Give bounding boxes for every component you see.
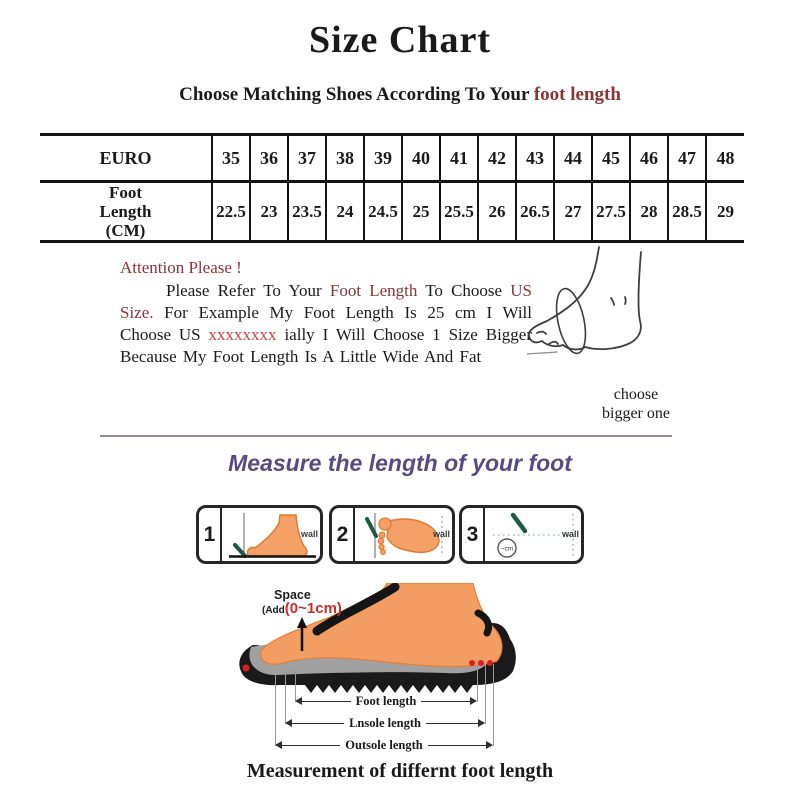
choose-bigger-caption: choose bigger one — [602, 386, 670, 422]
step-1-illustration — [222, 508, 320, 561]
euro-size: 45 — [592, 135, 630, 182]
row-header-euro: EURO — [40, 135, 212, 182]
subtitle — [0, 84, 800, 106]
foot-length-cm: 26 — [478, 182, 516, 242]
attention-paragraph: Please Refer To Your Foot Length To Choose US Size. For Example My Foot Length Is 25 cm I Will Choose US xxxxxxxx ially I Will Choose 1 Size Bigger Because My Foot Length Is A Little Wide And Fat — [120, 281, 533, 366]
guide-line — [493, 664, 494, 746]
guide-line — [477, 664, 478, 702]
measure-step-panel-2 — [329, 505, 455, 564]
foot-length-cm: 22.5 — [212, 182, 250, 242]
foot-girth-sketch-icon — [527, 241, 733, 367]
space-add-label — [262, 601, 342, 618]
row-header-foot-length: Foot Length (CM) — [99, 183, 152, 241]
euro-size: 43 — [516, 135, 554, 182]
footer-caption: Measurement of differnt foot length — [246, 760, 554, 782]
step-3-illustration — [485, 508, 581, 561]
dimension-label: Outsole length — [345, 737, 423, 752]
foot-length-cm: 26.5 — [516, 182, 554, 242]
euro-size: 36 — [250, 135, 288, 182]
step-number: 3 — [462, 508, 485, 561]
step-number: 1 — [199, 508, 222, 561]
foot-length-cm: 25.5 — [440, 182, 478, 242]
dimension-outsole-length — [275, 738, 493, 752]
euro-size: 42 — [478, 135, 516, 182]
euro-size: 41 — [440, 135, 478, 182]
euro-size: 40 — [402, 135, 440, 182]
subtitle-prefix: Choose Matching Shoes According To Your — [179, 84, 534, 105]
wall-label: wall — [561, 529, 579, 539]
space-add-value: (0~1cm) — [284, 600, 342, 617]
foot-length-cm: 24 — [326, 182, 364, 242]
dimension-foot-length — [295, 694, 477, 708]
euro-size: 48 — [706, 135, 744, 182]
step-2-illustration — [355, 508, 452, 561]
space-add-prefix: (Add — [262, 605, 285, 616]
dimension-insole-length — [285, 716, 485, 730]
divider — [100, 435, 672, 437]
subtitle-highlight: foot length — [533, 84, 621, 105]
euro-size: 38 — [326, 135, 364, 182]
euro-size: 37 — [288, 135, 326, 182]
guide-line — [275, 668, 276, 746]
size-table — [40, 133, 744, 243]
measure-step-panel-1 — [196, 505, 323, 564]
attention-note — [120, 257, 532, 368]
dimension-label: Lnsole length — [349, 715, 421, 730]
table-row-foot-length — [40, 182, 744, 242]
foot-length-cm: 24.5 — [364, 182, 402, 242]
foot-length-cm: 25 — [402, 182, 440, 242]
circle-cm-label: ~cm — [500, 545, 514, 553]
foot-length-cm: 28.5 — [668, 182, 706, 242]
euro-size: 47 — [668, 135, 706, 182]
foot-length-cm: 29 — [706, 182, 744, 242]
arrow-left-icon — [285, 719, 292, 727]
arrow-left-icon — [295, 697, 302, 705]
foot-length-cm: 28 — [630, 182, 668, 242]
measure-heading: Measure the length of your foot — [228, 450, 572, 476]
wall-label: wall — [432, 529, 450, 539]
arrow-left-icon — [275, 741, 282, 749]
foot-length-cm: 27 — [554, 182, 592, 242]
foot-length-cm: 27.5 — [592, 182, 630, 242]
space-label: Space — [274, 588, 311, 602]
page-title: Size Chart — [308, 19, 492, 61]
foot-length-cm: 23 — [250, 182, 288, 242]
arrow-right-icon — [478, 719, 485, 727]
euro-size: 35 — [212, 135, 250, 182]
foot-length-cm: 23.5 — [288, 182, 326, 242]
arrow-right-icon — [486, 741, 493, 749]
measure-step-panel-3 — [459, 505, 584, 564]
step-number: 2 — [332, 508, 355, 561]
guide-line — [485, 664, 486, 724]
table-row-euro — [40, 135, 744, 182]
euro-size: 39 — [364, 135, 402, 182]
euro-size: 46 — [630, 135, 668, 182]
dimension-label: Foot length — [355, 693, 417, 708]
attention-heading: Attention Please ! — [120, 258, 242, 277]
wall-label: wall — [300, 529, 318, 539]
arrow-right-icon — [470, 697, 477, 705]
euro-size: 44 — [554, 135, 592, 182]
